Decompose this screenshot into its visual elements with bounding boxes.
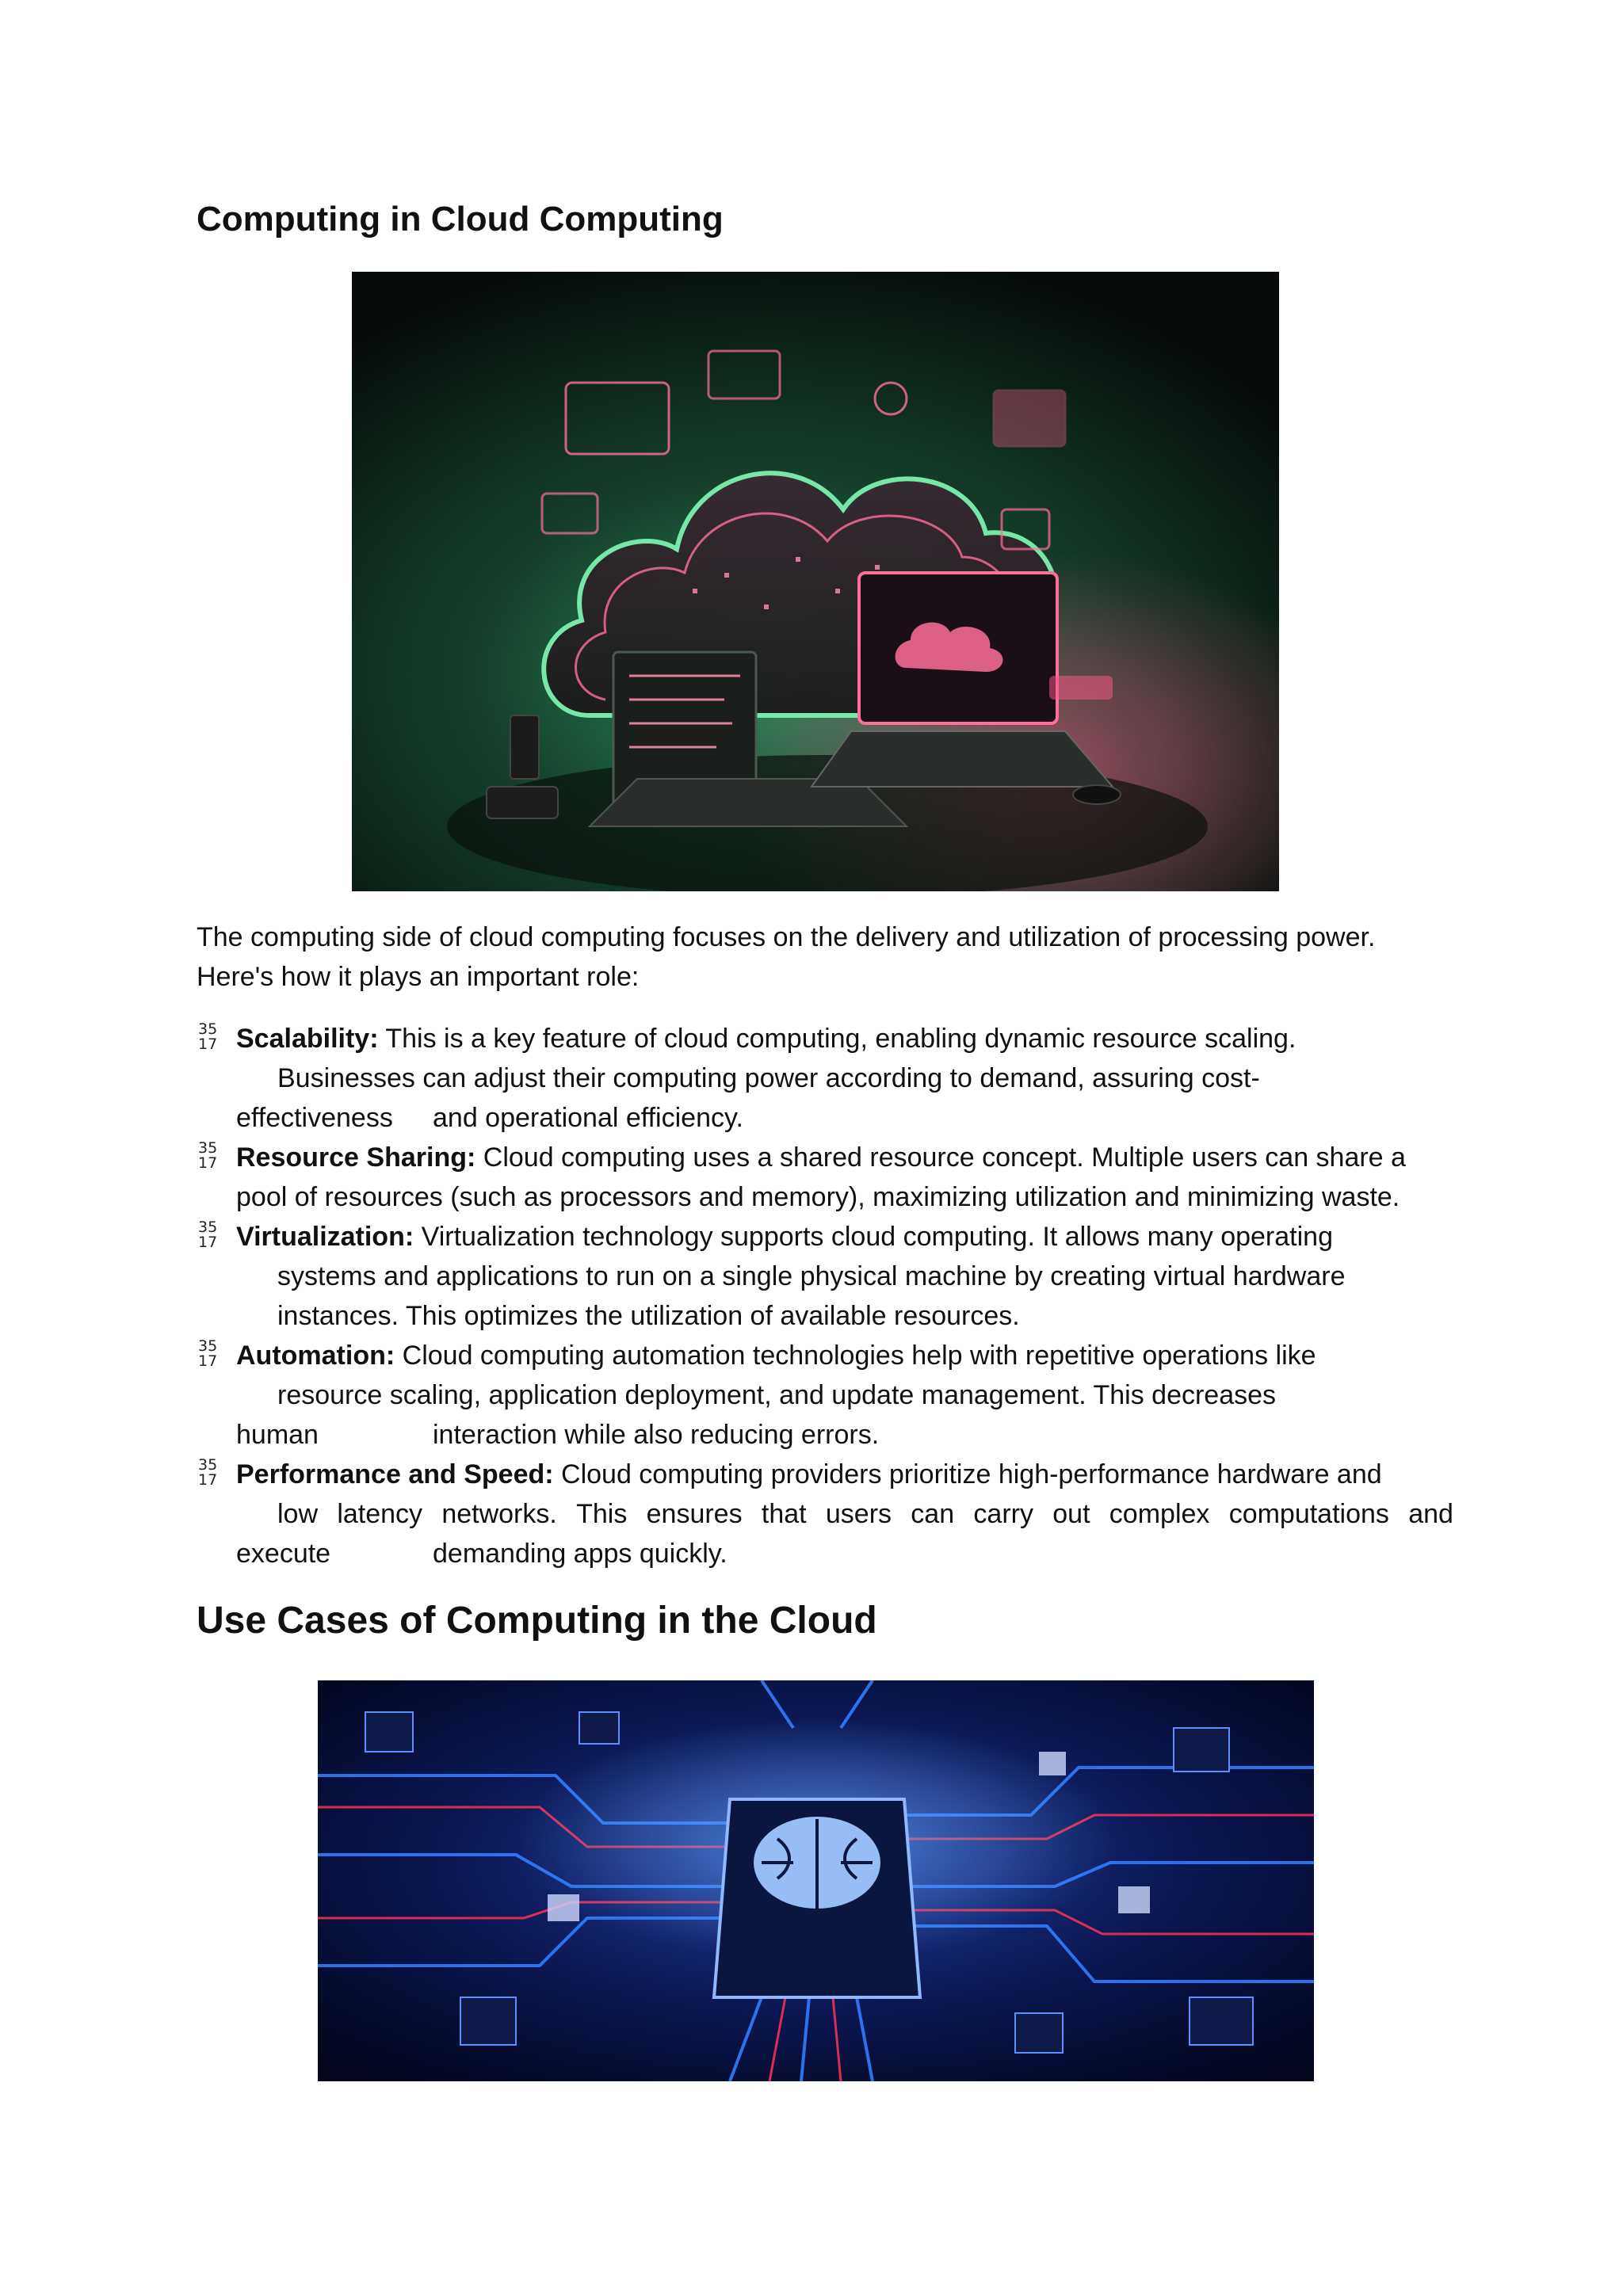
list-item-line: Resource Sharing: Cloud computing uses a shared resource concept. Multiple users can share a (236, 1142, 1406, 1173)
list-marker: 35 17 (198, 1020, 218, 1053)
ai-chip-circuit-illustration (318, 1680, 1314, 2081)
list-item-scalability (197, 1019, 1433, 1138)
cloud-computing-illustration (352, 272, 1279, 891)
list-item-performance (197, 1455, 1453, 1573)
list-item-automation (197, 1336, 1433, 1455)
section-heading-computing: Computing in Cloud Computing (197, 200, 724, 238)
justified-word: This (576, 1499, 628, 1529)
list-item-line: Businesses can adjust their computing power according to demand, assuring cost- (277, 1063, 1260, 1093)
justified-word: latency (337, 1499, 423, 1529)
list-item-line: interaction while also reducing errors. (433, 1420, 880, 1450)
list-marker: 35 17 (198, 1219, 218, 1251)
list-item-line: pool of resources (such as processors and memory), maximizing utilization and minimizing waste. (236, 1182, 1400, 1212)
list-item-line: effectiveness (236, 1103, 393, 1133)
section-heading-use-cases: Use Cases of Computing in the Cloud (197, 1600, 877, 1642)
list-marker: 35 17 (198, 1139, 218, 1172)
list-item-line: and operational efficiency. (433, 1103, 743, 1133)
list-marker: 35 17 (198, 1337, 218, 1370)
intro-line-1: The computing side of cloud computing focuses on the delivery and utilization of processing power. (197, 922, 1376, 952)
list-item-line: Virtualization: Virtualization technology supports cloud computing. It allows many operating (236, 1222, 1333, 1252)
list-item-line: resource scaling, application deployment, and update management. This decreases (277, 1380, 1277, 1410)
list-item-resource-sharing (197, 1138, 1433, 1217)
justified-word: users (825, 1499, 892, 1529)
list-item-virtualization (197, 1217, 1433, 1336)
list-marker: 35 17 (198, 1456, 218, 1489)
intro-line-2: Here's how it plays an important role: (197, 962, 640, 992)
list-item-label: Automation: (236, 1341, 395, 1371)
list-item-label: Virtualization: (236, 1222, 414, 1252)
list-item-line: demanding apps quickly. (433, 1539, 727, 1569)
intro-paragraph (197, 917, 1433, 997)
justified-word: that (761, 1499, 807, 1529)
justified-word: and (1408, 1499, 1453, 1529)
justified-word: can (911, 1499, 955, 1529)
justified-word: carry (973, 1499, 1033, 1529)
list-item-line: Performance and Speed: Cloud computing providers prioritize high-performance hardware and (236, 1459, 1382, 1489)
justified-word: computations (1228, 1499, 1389, 1529)
justified-word: low (277, 1499, 319, 1529)
list-item-line: Automation: Cloud computing automation technologies help with repetitive operations like (236, 1341, 1316, 1371)
list-item-line: systems and applications to run on a single physical machine by creating virtual hardware (277, 1261, 1346, 1291)
justified-word: ensures (646, 1499, 743, 1529)
list-item-label: Performance and Speed: (236, 1459, 554, 1489)
list-item-line: instances. This optimizes the utilization of available resources. (277, 1301, 1020, 1331)
justified-word: complex (1109, 1499, 1210, 1529)
list-item-label: Resource Sharing: (236, 1142, 476, 1173)
justified-word: out (1052, 1499, 1090, 1529)
justified-word: networks. (441, 1499, 557, 1529)
list-item-line-justified (277, 1494, 1453, 1534)
list-item-label: Scalability: (236, 1024, 379, 1054)
list-item-line: Scalability: This is a key feature of cloud computing, enabling dynamic resource scaling. (236, 1024, 1296, 1054)
list-item-line: execute (236, 1539, 331, 1569)
list-item-line: human (236, 1420, 319, 1450)
